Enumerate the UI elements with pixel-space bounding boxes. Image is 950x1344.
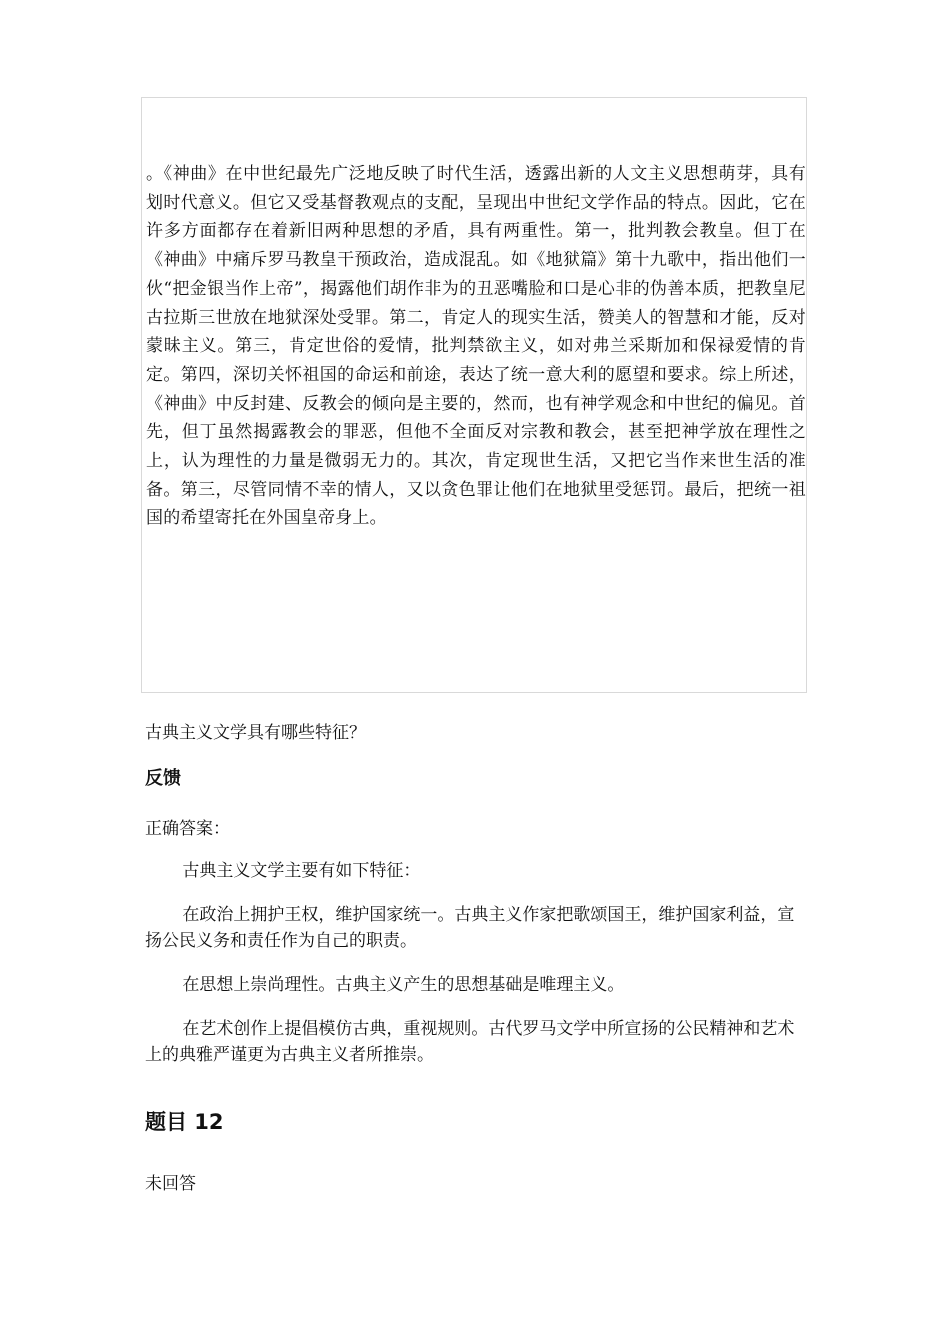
feedback-body bbox=[145, 858, 810, 1086]
feedback-paragraph: 在思想上崇尚理性。古典主义产生的思想基础是唯理主义。 bbox=[182, 975, 625, 995]
question-status: 未回答 bbox=[145, 1174, 196, 1194]
feedback-paragraph: 在艺术创作上提倡模仿古典，重视规则。古代罗马文学中所宣扬的公民精神和艺术上的典雅严谨更为古典主义者所推崇。 bbox=[145, 1019, 795, 1065]
feedback-paragraph: 古典主义文学主要有如下特征： bbox=[182, 861, 421, 881]
feedback-heading: 反馈 bbox=[145, 768, 181, 789]
answer-text: 。《神曲》在中世纪最先广泛地反映了时代生活，透露出新的人文主义思想萌芽，具有划时代意义。但它又受基督教观点的支配，呈现出中世纪文学作品的特点。因此，它在许多方面都存在着新旧两种思想的矛盾，具有两重性。第一，批判教会教皇。但丁在《神曲》中痛斥罗马教皇干预政治，造成混乱。如《地狱篇》第十九歌中，指出他们一伙“把金银当作上帝”，揭露他们胡作非为的丑恶嘴脸和口是心非的伪善本质，把教皇尼古拉斯三世放在地狱深处受罪。第二，肯定人的现实生活，赞美人的智慧和才能，反对蒙昧主义。第三，肯定世俗的爱情，批判禁欲主义，如对弗兰采斯加和保禄爱情的肯定。第四，深切关怀祖国的命运和前途，表达了统一意大利的愿望和要求。综上所述，《神曲》中反封建、反教会的倾向是主要的，然而，也有神学观念和中世纪的偏见。首先，但丁虽然揭露教会的罪恶，但他不全面反对宗教和教会，甚至把神学放在理性之上，认为理性的力量是微弱无力的。其次，肯定现世生活，又把它当作来世生活的准备。第三，尽管同情不幸的情人，又以贪色罪让他们在地狱里受惩罚。最后，把统一祖国的希望寄托在外国皇帝身上。 bbox=[146, 164, 806, 529]
question-text: 古典主义文学具有哪些特征？ bbox=[145, 723, 366, 743]
feedback-paragraph: 在政治上拥护王权，维护国家统一。古典主义作家把歌颂国王，维护国家利益，宣扬公民义务和责任作为自己的职责。 bbox=[145, 905, 795, 951]
correct-answer-label: 正确答案： bbox=[145, 819, 230, 839]
question-number: 题目 12 bbox=[145, 1110, 224, 1134]
answer-box bbox=[141, 97, 807, 693]
